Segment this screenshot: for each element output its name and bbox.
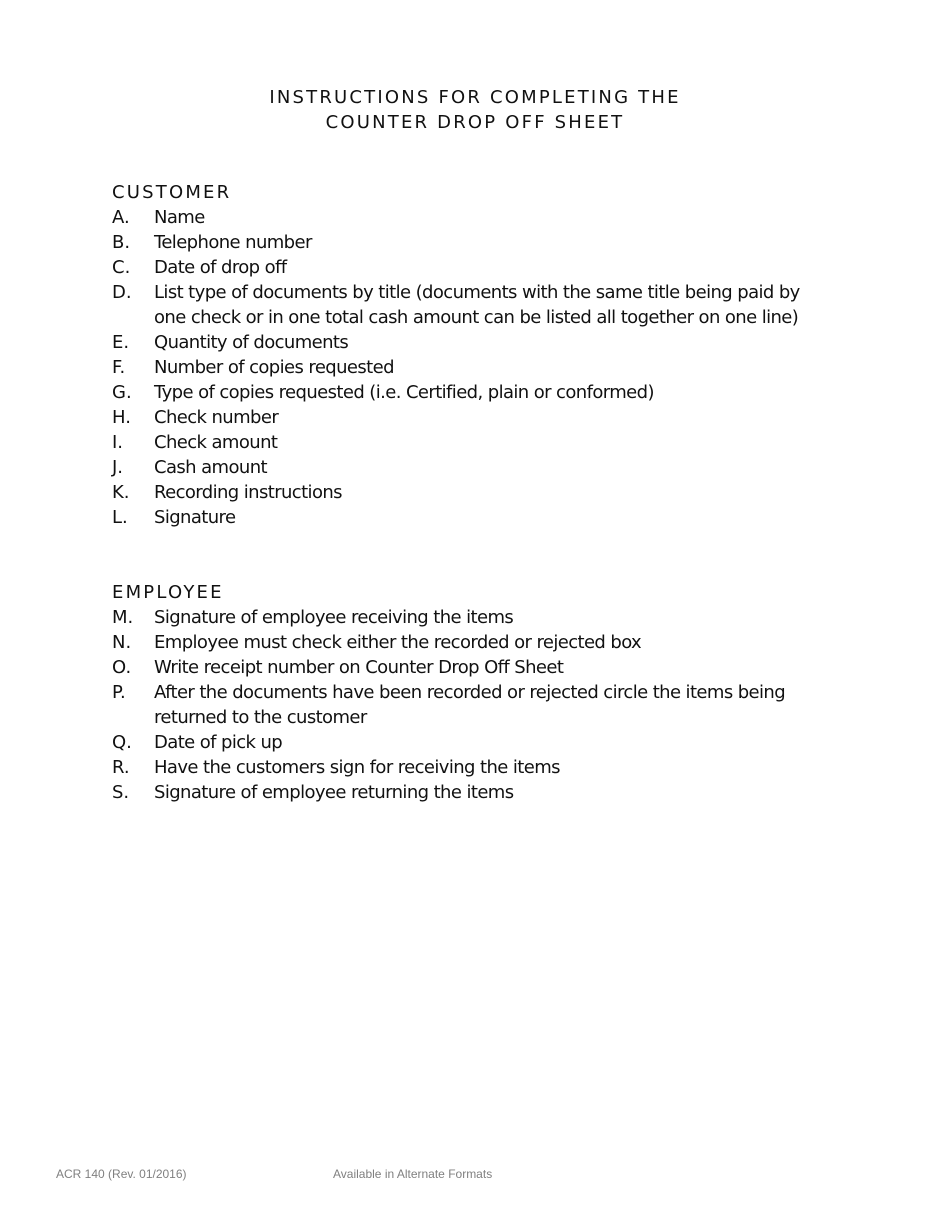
alternate-formats-note: Available in Alternate Formats [333,1167,493,1181]
item-text: Date of pick up [154,732,283,753]
item-letter: H. [112,407,131,428]
list-item [112,280,832,330]
item-letter: M. [112,607,134,628]
customer-list [112,205,832,530]
item-text: Check number [154,407,279,428]
list-item [112,205,832,230]
list-item [112,755,832,780]
item-letter: K. [112,482,130,503]
item-letter: Q. [112,732,132,753]
item-text: Recording instructions [154,482,342,503]
item-letter: C. [112,257,131,278]
item-letter: P. [112,682,126,703]
employee-heading: EMPLOYEE [112,582,224,603]
item-letter: B. [112,232,131,253]
item-text: Write receipt number on Counter Drop Off Sheet [154,657,564,678]
item-letter: E. [112,332,130,353]
item-letter: G. [112,382,132,403]
item-text: Number of copies requested [154,357,394,378]
list-item [112,430,832,455]
list-item [112,230,832,255]
list-item [112,630,832,655]
item-text: Name [154,207,205,228]
list-item [112,605,832,630]
title-line-1: INSTRUCTIONS FOR COMPLETING THE [269,87,681,108]
item-text: Have the customers sign for receiving the items [154,757,560,778]
customer-heading: CUSTOMER [112,182,232,203]
list-item [112,405,832,430]
item-text: Employee must check either the recorded or rejected box [154,632,642,653]
employee-list [112,605,832,805]
list-item [112,730,832,755]
item-letter: R. [112,757,130,778]
list-item [112,680,832,730]
list-item [112,455,832,480]
item-letter: N. [112,632,132,653]
item-text: Cash amount [154,457,267,478]
item-letter: J. [112,457,124,478]
employee-section [112,580,832,805]
page-title [0,85,950,135]
item-letter: S. [112,782,130,803]
item-text: Date of drop off [154,257,287,278]
item-text: Signature of employee receiving the items [154,607,514,628]
item-letter: D. [112,282,132,303]
item-text: Check amount [154,432,278,453]
list-item [112,330,832,355]
list-item [112,655,832,680]
item-letter: O. [112,657,132,678]
item-text: After the documents have been recorded or rejected circle the items being returned to the customer [154,682,786,728]
item-text: Quantity of documents [154,332,349,353]
item-text: Signature of employee returning the items [154,782,514,803]
list-item [112,480,832,505]
title-line-2: COUNTER DROP OFF SHEET [325,112,625,133]
item-text: List type of documents by title (documents with the same title being paid by one check or in one total cash amount can be listed all together on one line) [154,282,800,328]
item-text: Signature [154,507,236,528]
item-text: Type of copies requested (i.e. Certified, plain or conformed) [154,382,654,403]
list-item [112,380,832,405]
item-letter: A. [112,207,130,228]
list-item [112,255,832,280]
form-id: ACR 140 (Rev. 01/2016) [56,1167,187,1181]
customer-section [112,180,832,530]
item-letter: L. [112,507,128,528]
list-item [112,505,832,530]
list-item [112,355,832,380]
list-item [112,780,832,805]
item-letter: I. [112,432,124,453]
item-text: Telephone number [154,232,312,253]
item-letter: F. [112,357,126,378]
